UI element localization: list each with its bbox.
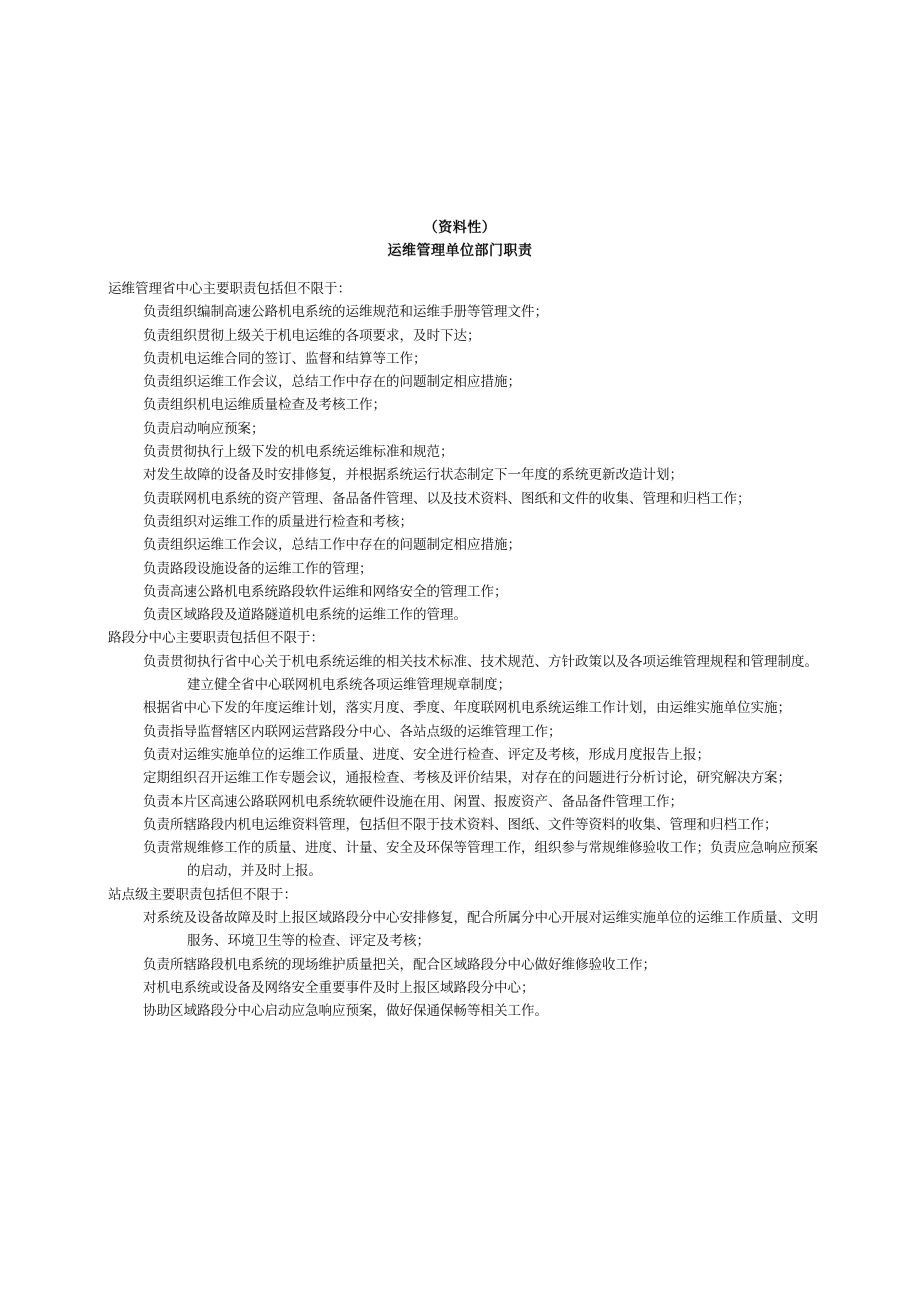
duty-item: 负责贯彻执行上级下发的机电系统运维标准和规范； bbox=[143, 444, 454, 461]
document-tag: （资料性） bbox=[423, 220, 497, 236]
section-road-branch-center bbox=[108, 627, 828, 883]
document-body bbox=[108, 278, 828, 1024]
duty-item: 负责机电运维合同的签订、监督和结算等工作； bbox=[143, 350, 427, 367]
duty-item: 负责区域路段及道路隧道机电系统的运维工作的管理。 bbox=[143, 607, 467, 624]
duty-item: 负责组织运维工作会议，总结工作中存在的问题制定相应措施； bbox=[143, 537, 521, 554]
duty-item: 负责组织编制高速公路机电系统的运维规范和运维手册等管理文件； bbox=[143, 304, 548, 321]
section-heading: 运维管理省中心主要职责包括但不限于： bbox=[108, 281, 351, 297]
section-heading: 站点级主要职责包括但不限于： bbox=[108, 886, 297, 903]
duty-item: 负责所辖路段机电系统的现场维护质量把关，配合区域路段分中心做好维修验收工作； bbox=[143, 956, 656, 973]
duty-item: 协助区域路段分中心启动应急响应预案，做好保通保畅等相关工作。 bbox=[143, 1003, 548, 1020]
section-heading: 路段分中心主要职责包括但不限于： bbox=[108, 630, 324, 647]
section-provincial-center bbox=[108, 278, 828, 627]
duty-item: 负责指导监督辖区内联网运营路段分中心、各站点级的运维管理工作； bbox=[143, 723, 562, 740]
document-title: 运维管理单位部门职责 bbox=[387, 243, 533, 259]
duty-list bbox=[108, 301, 828, 627]
duty-item: 负责贯彻执行省中心关于机电系统运维的相关技术标准、技术规范、方针政策以及各项运维管理规程和管理制度。建立健全省中心联网机电系统各项运维管理规章制度； bbox=[143, 653, 818, 694]
duty-item: 负责所辖路段内机电运维资料管理，包括但不限于技术资料、图纸、文件等资料的收集、管理和归档工作； bbox=[143, 816, 778, 833]
duty-item: 负责组织对运维工作的质量进行检查和考核； bbox=[143, 513, 413, 530]
duty-item: 负责对运维实施单位的运维工作质量、进度、安全进行检查、评定及考核，形成月度报告上报； bbox=[143, 746, 710, 763]
duty-item: 负责组织机电运维质量检查及考核工作； bbox=[143, 397, 386, 414]
duty-item: 对发生故障的设备及时安排修复，并根据系统运行状态制定下一年度的系统更新改造计划； bbox=[143, 467, 683, 484]
duty-item: 对机电系统或设备及网络安全重要事件及时上报区域路段分中心； bbox=[143, 979, 535, 996]
duty-item: 根据省中心下发的年度运维计划，落实月度、季度、年度联网机电系统运维工作计划，由运维实施单位实施； bbox=[143, 700, 791, 717]
duty-item: 负责组织运维工作会议，总结工作中存在的问题制定相应措施； bbox=[143, 374, 521, 391]
duty-item: 负责本片区高速公路联网机电系统软硬件设施在用、闲置、报废资产、备品备件管理工作； bbox=[143, 793, 683, 810]
duty-list bbox=[108, 651, 828, 884]
duty-item: 负责高速公路机电系统路段软件运维和网络安全的管理工作； bbox=[143, 583, 508, 600]
duty-item: 负责组织贯彻上级关于机电运维的各项要求，及时下达； bbox=[143, 327, 481, 344]
duty-item: 负责路段设施设备的运维工作的管理； bbox=[143, 560, 373, 577]
section-station-level bbox=[108, 884, 828, 1024]
duty-item: 负责启动响应预案； bbox=[143, 420, 265, 437]
duty-list bbox=[108, 907, 828, 1023]
duty-item: 定期组织召开运维工作专题会议，通报检查、考核及评价结果，对存在的问题进行分析讨论，研究解决方案； bbox=[143, 770, 791, 787]
duty-item: 对系统及设备故障及时上报区域路段分中心安排修复，配合所属分中心开展对运维实施单位的运维工作质量、文明服务、环境卫生等的检查、评定及考核； bbox=[143, 910, 818, 950]
duty-item: 负责联网机电系统的资产管理、备品备件管理、以及技术资料、图纸和文件的收集、管理和归档工作； bbox=[143, 490, 751, 507]
duty-item: 负责常规维修工作的质量、进度、计量、安全及环保等管理工作，组织参与常规维修验收工作；负责应急响应预案的启动，并及时上报。 bbox=[143, 840, 818, 880]
